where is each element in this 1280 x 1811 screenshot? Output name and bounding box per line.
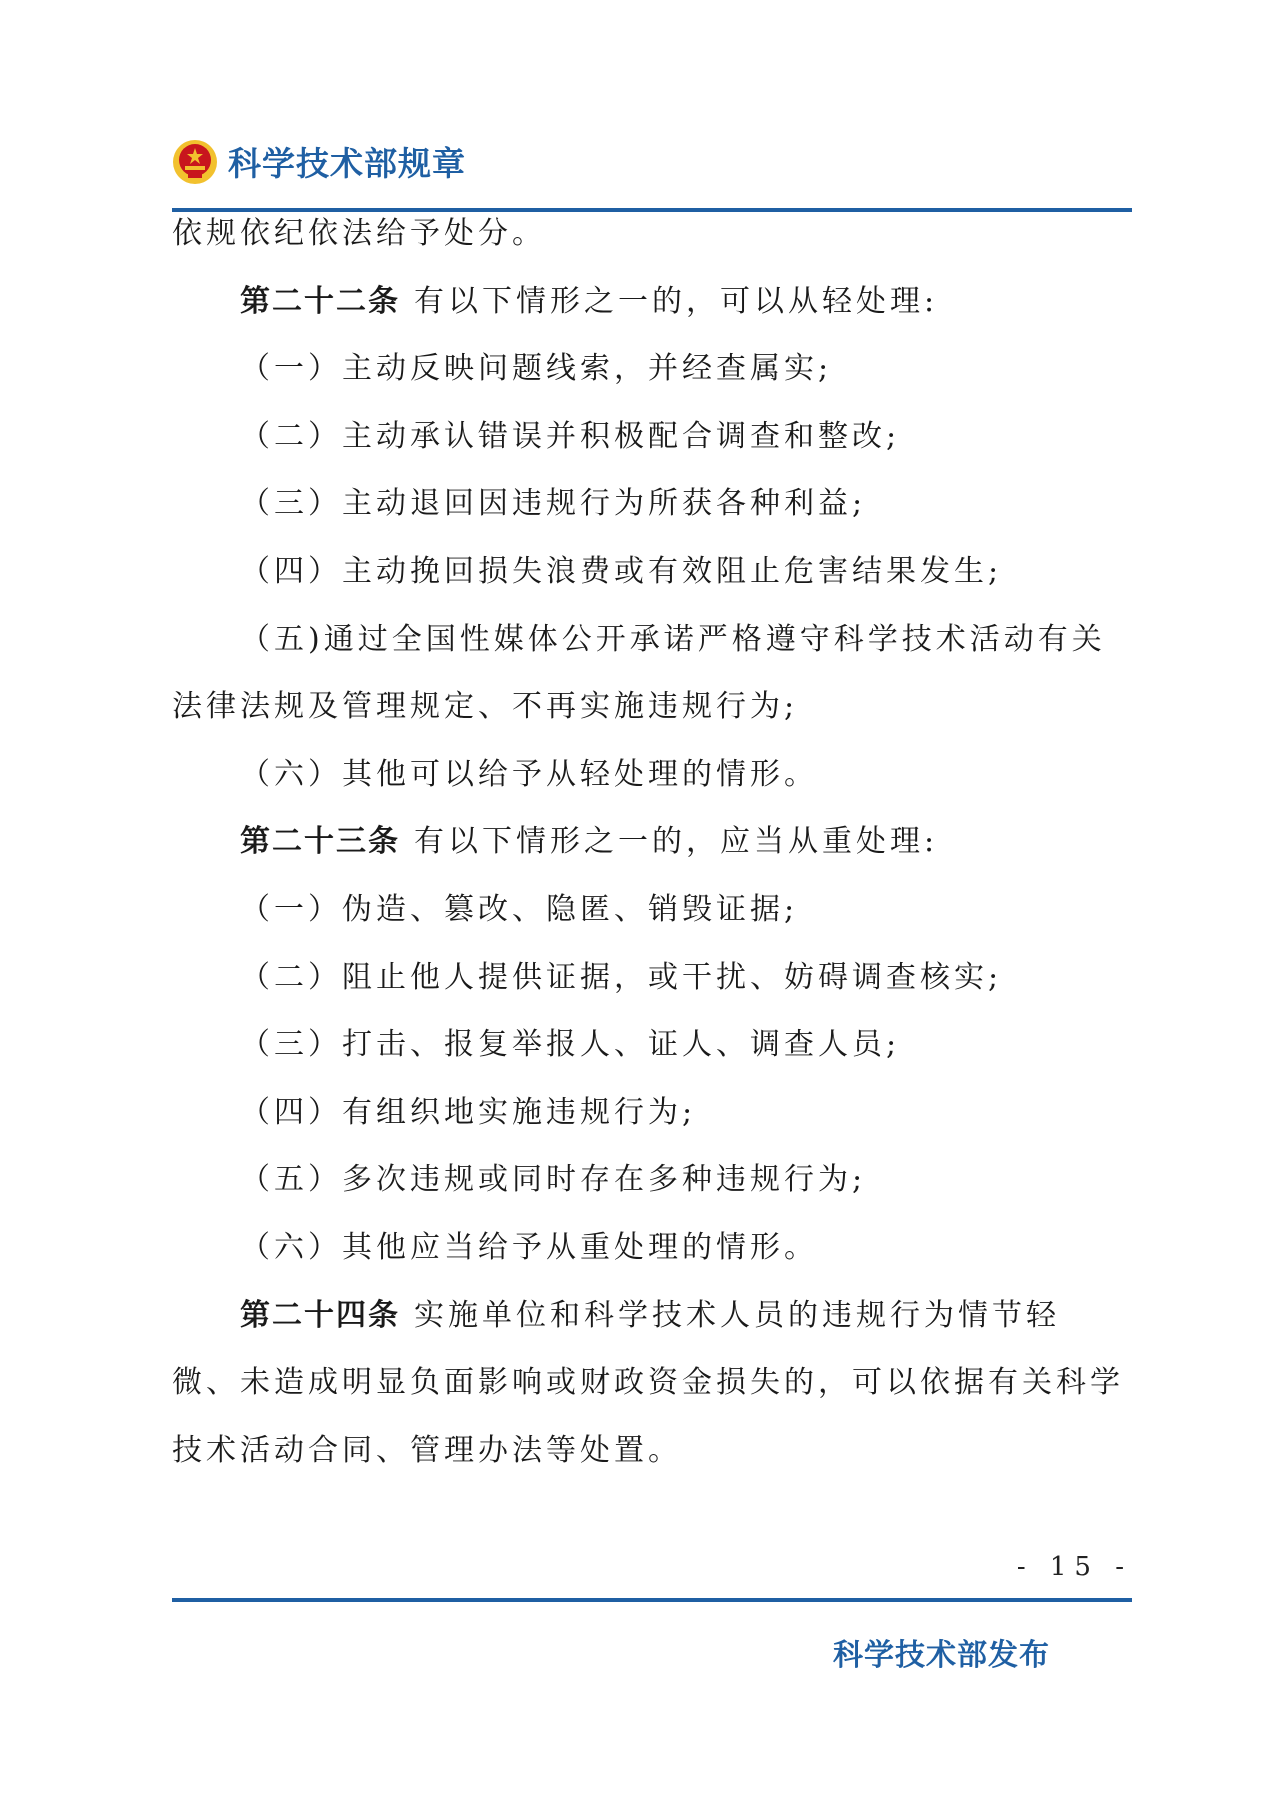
- body-line: 依规依纪依法给予处分。: [172, 216, 546, 251]
- list-item-continuation: 法律法规及管理规定、不再实施违规行为;: [172, 689, 799, 725]
- list-item: （二）阻止他人提供证据，或干扰、妨碍调查核实;: [240, 959, 1003, 995]
- list-item: （六）其他可以给予从轻处理的情形。: [240, 756, 818, 792]
- body-line: 微、未造成明显负面影响或财政资金损失的，可以依据有关科学: [172, 1365, 1124, 1401]
- article-22-heading: [172, 268, 1132, 336]
- page-number: - 15 -: [1016, 1552, 1132, 1582]
- footer-divider: [172, 1598, 1132, 1602]
- article-label: 第二十四条: [240, 1297, 400, 1333]
- national-emblem-icon: [172, 139, 218, 185]
- list-item: （五)通过全国性媒体公开承诺严格遵守科学技术活动有关: [240, 621, 1106, 657]
- article-text: 有以下情形之一的，应当从重处理:: [414, 824, 939, 860]
- footer-title: 科学技术部发布: [833, 1638, 1050, 1673]
- article-23-heading: [172, 808, 1132, 876]
- list-item: （一）主动反映问题线索，并经查属实;: [240, 351, 833, 387]
- list-item: （六）其他应当给予从重处理的情形。: [240, 1229, 818, 1265]
- list-item: （二）主动承认错误并积极配合调查和整改;: [240, 418, 901, 454]
- document-body: [172, 200, 1132, 1484]
- list-item: （五）多次违规或同时存在多种违规行为;: [240, 1162, 867, 1198]
- article-24-heading: [172, 1282, 1132, 1350]
- list-item: （三）打击、报复举报人、证人、调查人员;: [240, 1027, 901, 1063]
- header-title: 科学技术部规章: [228, 144, 466, 183]
- list-item: （三）主动退回因违规行为所获各种利益;: [240, 486, 867, 522]
- list-item: （四）有组织地实施违规行为;: [240, 1094, 697, 1130]
- list-item: （一）伪造、篡改、隐匿、销毁证据;: [240, 891, 799, 927]
- body-line: 技术活动合同、管理办法等处置。: [172, 1432, 682, 1468]
- article-text: 有以下情形之一的，可以从轻处理:: [414, 283, 939, 319]
- article-label: 第二十二条: [240, 283, 400, 319]
- list-item: （四）主动挽回损失浪费或有效阻止危害结果发生;: [240, 553, 1003, 589]
- article-text: 实施单位和科学技术人员的违规行为情节轻: [414, 1297, 1060, 1333]
- article-label: 第二十三条: [240, 824, 400, 860]
- page-header: [172, 138, 466, 185]
